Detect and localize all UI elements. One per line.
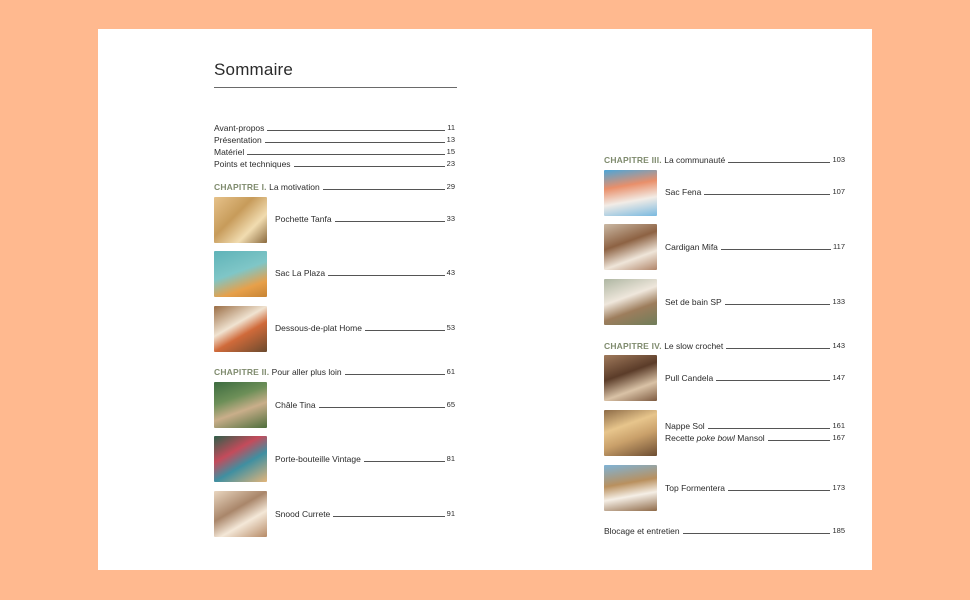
toc-entry-cardigan-mifa: Cardigan Mifa 117 [665,242,845,252]
toc-entry-chale-tina: Châle Tina 65 [275,400,455,410]
toc-entry-pochette-tanfa: Pochette Tanfa 33 [275,214,455,224]
title-rule [214,87,457,88]
toc-entry-top-formentera: Top Formentera 173 [665,483,845,493]
toc-entry-materiel: Matériel 15 [214,147,455,157]
toc-entry-presentation: Présentation 13 [214,135,455,145]
chapter-heading-4: CHAPITRE IV. Le slow crochet 143 [604,341,845,351]
sol-tablecloth-photo [604,410,657,456]
chapter-heading-3: CHAPITRE III. La communauté 103 [604,155,845,165]
toc-entry-nappe-sol: Nappe Sol 161 [665,421,845,431]
tina-shawl-photo [214,382,267,428]
fena-bag-photo [604,170,657,216]
toc-entry-set-de-bain-sp: Set de bain SP 133 [665,297,845,307]
toc-entry-pull-candela: Pull Candela 147 [665,373,845,383]
toc-entry-dessous-de-plat-home: Dessous-de-plat Home 53 [275,323,455,333]
toc-entry-sac-fena: Sac Fena 107 [665,187,845,197]
candela-sweater-photo [604,355,657,401]
table-of-contents-page [98,29,872,570]
chapter-heading-2: CHAPITRE II. Pour aller plus loin 61 [214,367,455,377]
tanfa-clutch-photo [214,197,267,243]
la-plaza-bag-photo [214,251,267,297]
toc-entry-sac-la-plaza: Sac La Plaza 43 [275,268,455,278]
toc-entry-snood-currete: Snood Currete 91 [275,509,455,519]
vintage-bottle-holder-photo [214,436,267,482]
chapter-heading-1: CHAPITRE I. La motivation 29 [214,182,455,192]
page-title: Sommaire [214,60,294,79]
toc-entry-blocage-entretien: Blocage et entretien 185 [604,526,845,536]
toc-entry-porte-bouteille-vintage: Porte-bouteille Vintage 81 [275,454,455,464]
toc-entry-points-techniques: Points et techniques 23 [214,159,455,169]
formentera-top-photo [604,465,657,511]
home-trivet-photo [214,306,267,352]
mifa-cardigan-photo [604,224,657,270]
sp-bath-set-photo [604,279,657,325]
toc-entry-recette-poke-bowl-mansol: Recette poke bowl Mansol 167 [665,433,845,443]
toc-entry-avant-propos: Avant-propos 11 [214,123,455,133]
currete-snood-photo [214,491,267,537]
